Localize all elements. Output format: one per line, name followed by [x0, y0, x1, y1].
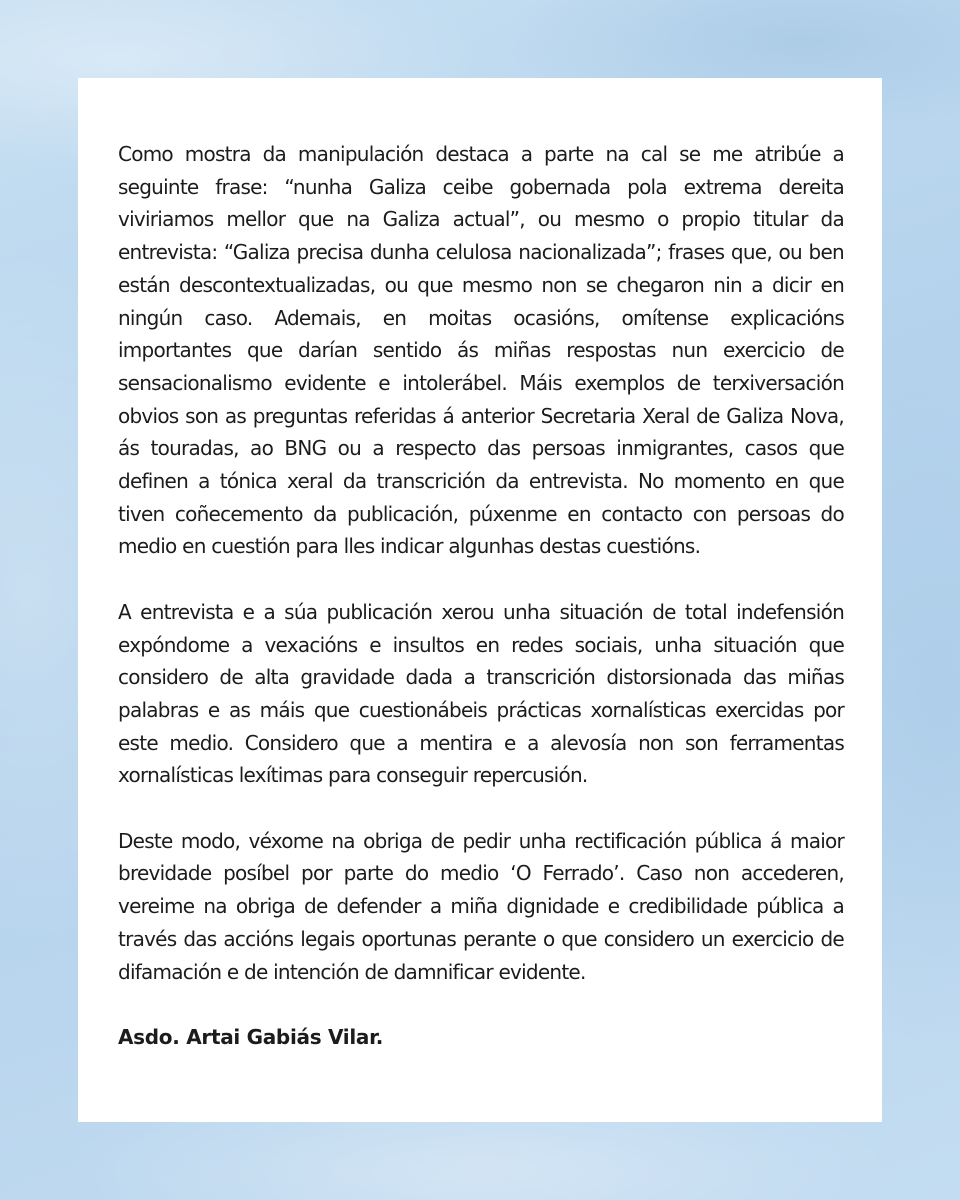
paragraph-defenselessness: A entrevista e a súa publicación xerou unha situación de total indefensión expóndome a vexacións e insultos en redes sociais, unha situación que considero de alta gravidade dada a transcrición distorsionada das miñas palabras e as máis que cuestionábeis prácticas xornalísticas exercidas por este medio. Considero que a mentira e a alevosía non son ferramentas xornalísticas lexítimas para conseguir repercusión.	[118, 599, 844, 788]
letter-body	[118, 138, 844, 1086]
paragraph-manipulation: Como mostra da manipulación destaca a parte na cal se me atribúe a seguinte frase: “nunha Galiza ceibe gobernada pola extrema dereita viviriamos mellor que na Galiza actual”, ou mesmo o propio titular da entrevista: “Galiza precisa dunha celulosa nacionalizada”; frases que, ou ben están descontextualizadas, ou que mesmo non se chegaron nin a dicir en ningún caso. Ademais, en moitas ocasións, omítense explicacións importantes que darían sentido ás miñas respostas nun exercicio de sensacionalismo evidente e intolerábel. Máis exemplos de terxiversación obvios son as preguntas referidas á anterior Secretaria Xeral de Galiza Nova, ás touradas, ao BNG ou a respecto das persoas inmigrantes, casos que definen a tónica xeral da transcrición da entrevista. No momento en que tiven coñecemento da publicación, púxenme en contacto con persoas do medio en cuestión para lles indicar algunhas destas cuestións.	[118, 142, 844, 559]
paragraph-rectification-request: Deste modo, véxome na obriga de pedir unha rectificación pública á maior brevidade posíbel por parte do medio ‘O Ferrado’. Caso non accederen, vereime na obriga de defender a miña dignidade e credibilidade pública a través das accións legais oportunas perante o que considero un exercicio de difamación e de intención de damnificar evidente.	[118, 828, 844, 984]
signature: Asdo. Artai Gabiás Vilar.	[118, 1024, 384, 1049]
letter-card	[78, 78, 882, 1122]
